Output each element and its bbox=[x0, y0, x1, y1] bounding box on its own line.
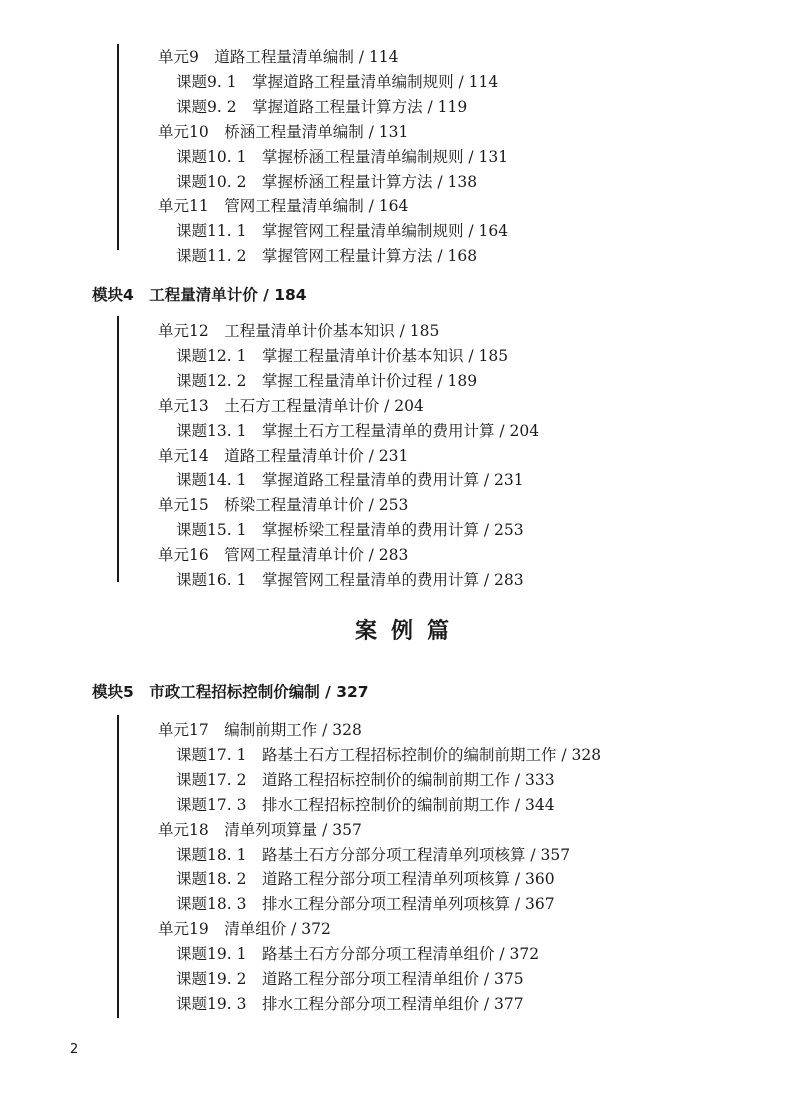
toc-lesson-entry[interactable]: 课题12. 2 掌握工程量清单计价过程 / 189 bbox=[176, 371, 478, 390]
toc-lesson-entry[interactable]: 课题9. 2 掌握道路工程量计算方法 / 119 bbox=[176, 97, 468, 116]
toc-unit-entry[interactable]: 单元12 工程量清单计价基本知识 / 185 bbox=[158, 322, 440, 340]
toc-lesson-entry[interactable]: 课题9. 1 掌握道路工程量清单编制规则 / 114 bbox=[176, 72, 499, 91]
toc-lesson-entry[interactable]: 课题15. 1 掌握桥梁工程量清单的费用计算 / 253 bbox=[176, 521, 524, 540]
section-vertical-rule bbox=[117, 316, 119, 582]
toc-unit-entry[interactable]: 单元15 桥梁工程量清单计价 / 253 bbox=[158, 496, 409, 515]
toc-lesson-entry[interactable]: 课题10. 1 掌握桥涵工程量清单编制规则 / 131 bbox=[176, 147, 509, 166]
toc-unit-entry[interactable]: 单元17 编制前期工作 / 328 bbox=[158, 721, 362, 739]
toc-unit-entry[interactable]: 单元16 管网工程量清单计价 / 283 bbox=[158, 546, 409, 565]
toc-lesson-entry[interactable]: 课题18. 1 路基土石方分部分项工程清单列项核算 / 357 bbox=[176, 845, 571, 864]
toc-lesson-entry[interactable]: 课题17. 1 路基土石方工程招标控制价的编制前期工作 / 328 bbox=[176, 745, 602, 764]
toc-lesson-entry[interactable]: 课题19. 2 道路工程分部分项工程清单组价 / 375 bbox=[176, 970, 524, 988]
module-heading-4[interactable]: 模块4 工程量清单计价 / 184 bbox=[92, 286, 307, 304]
toc-lesson-entry[interactable]: 课题16. 1 掌握管网工程量清单的费用计算 / 283 bbox=[176, 571, 524, 589]
toc-unit-entry[interactable]: 单元14 道路工程量清单计价 / 231 bbox=[158, 446, 409, 465]
section-vertical-rule bbox=[117, 44, 119, 250]
toc-lesson-entry[interactable]: 课题14. 1 掌握道路工程量清单的费用计算 / 231 bbox=[176, 471, 524, 490]
toc-lesson-entry[interactable]: 课题11. 1 掌握管网工程量清单编制规则 / 164 bbox=[176, 222, 509, 241]
toc-unit-entry[interactable]: 单元19 清单组价 / 372 bbox=[158, 920, 331, 939]
toc-lesson-entry[interactable]: 课题13. 1 掌握土石方工程量清单的费用计算 / 204 bbox=[176, 421, 540, 440]
toc-unit-entry[interactable]: 单元9 道路工程量清单编制 / 114 bbox=[158, 48, 399, 66]
page-number: 2 bbox=[70, 1042, 79, 1057]
toc-unit-entry[interactable]: 单元10 桥涵工程量清单编制 / 131 bbox=[158, 122, 409, 141]
module-heading-5[interactable]: 模块5 市政工程招标控制价编制 / 327 bbox=[92, 683, 369, 701]
toc-lesson-entry[interactable]: 课题12. 1 掌握工程量清单计价基本知识 / 185 bbox=[176, 346, 509, 365]
toc-lesson-entry[interactable]: 课题19. 1 路基土石方分部分项工程清单组价 / 372 bbox=[176, 945, 540, 964]
section-vertical-rule bbox=[117, 715, 119, 1018]
toc-unit-entry[interactable]: 单元18 清单列项算量 / 357 bbox=[158, 820, 362, 839]
toc-unit-entry[interactable]: 单元13 土石方工程量清单计价 / 204 bbox=[158, 396, 424, 415]
toc-lesson-entry[interactable]: 课题18. 3 排水工程分部分项工程清单列项核算 / 367 bbox=[176, 895, 555, 914]
toc-lesson-entry[interactable]: 课题18. 2 道路工程分部分项工程清单列项核算 / 360 bbox=[176, 870, 555, 889]
toc-lesson-entry[interactable]: 课题10. 2 掌握桥涵工程量计算方法 / 138 bbox=[176, 172, 478, 191]
toc-lesson-entry[interactable]: 课题17. 3 排水工程招标控制价的编制前期工作 / 344 bbox=[176, 795, 555, 814]
toc-lesson-entry[interactable]: 课题17. 2 道路工程招标控制价的编制前期工作 / 333 bbox=[176, 770, 555, 789]
toc-lesson-entry[interactable]: 课题19. 3 排水工程分部分项工程清单组价 / 377 bbox=[176, 994, 524, 1013]
toc-lesson-entry[interactable]: 课题11. 2 掌握管网工程量计算方法 / 168 bbox=[176, 247, 478, 266]
part-title: 案例篇 bbox=[354, 619, 463, 644]
toc-unit-entry[interactable]: 单元11 管网工程量清单编制 / 164 bbox=[158, 197, 409, 216]
